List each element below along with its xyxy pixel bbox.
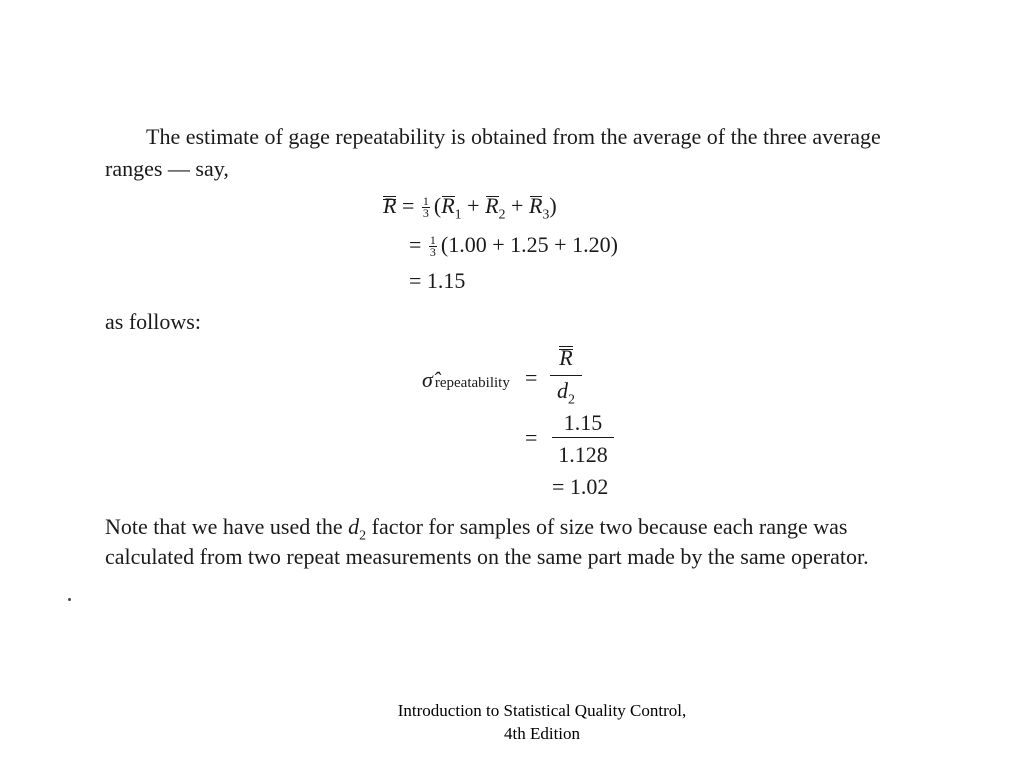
rbar-result: = 1.15 <box>409 268 466 293</box>
intro-line-2: ranges — say, <box>105 156 229 181</box>
equals-sign-1: = <box>525 365 538 390</box>
intro-line-1: The estimate of gage repeatability is obtained from the average of the three average <box>146 124 881 149</box>
rbar-equation-line-2: = $\frac{1}{3}$ (1.00 + 1.25 + 1.20) <box>409 232 618 260</box>
as-follows-text: as follows: <box>105 309 201 334</box>
footer <box>0 699 1024 745</box>
footer-line-1: Introduction to Statistical Quality Control, <box>397 701 687 720</box>
numeric-fraction: 1.15 1.128 <box>552 410 614 466</box>
footer-line-2: 4th Edition <box>503 724 581 743</box>
rbar-equation-line-1: R = $\frac{1}{3}$ $(R_1 + R_2 + R_3)$ <box>383 193 557 223</box>
one-third-fraction: $\frac{1}{3}$ <box>422 194 429 221</box>
rbar-values: (1.00 + 1.25 + 1.20) <box>440 232 618 257</box>
note-line-2: calculated from two repeat measurements on the same part made by the same operator. <box>105 544 869 569</box>
rbar-over-d2-fraction: R $d_2$ <box>550 343 582 404</box>
repeatability-subscript: repeatability <box>434 375 510 391</box>
note-line-1: Note that we have used the $d_2$ factor for samples of size two because each range was <box>105 514 848 544</box>
r-double-bar: R <box>383 193 397 218</box>
r1-bar: R <box>441 193 455 218</box>
sigma-result: = 1.02 <box>552 474 609 499</box>
equals-sign-2: = <box>525 425 538 450</box>
r2-bar: R <box>485 193 499 218</box>
r3-bar: R <box>528 193 543 218</box>
stray-dot <box>68 598 71 601</box>
one-third-fraction-2: $\frac{1}{3}$ <box>429 233 436 260</box>
sigma-hat-label: σ̂ repeatability <box>422 367 510 392</box>
